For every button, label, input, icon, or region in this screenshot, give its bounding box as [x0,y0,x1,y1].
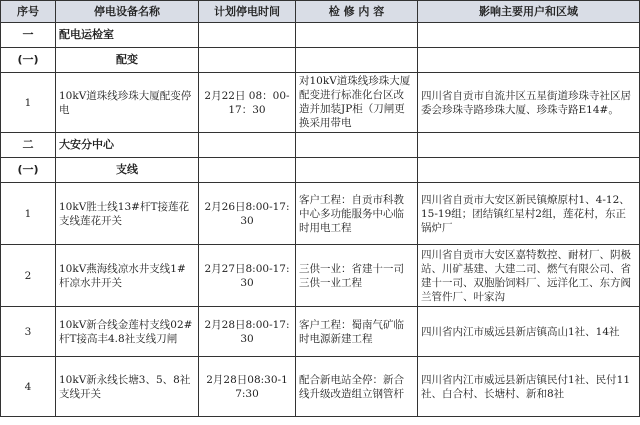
area-cell: 四川省自贡市自流井区五星街道珍珠寺社区居委会珍珠寺路珍珠大厦、珍珠寺路E14#。 [418,73,640,133]
header-time: 计划停电时间 [199,1,296,23]
row-number: 1 [1,183,56,245]
header-no: 序号 [1,1,56,23]
work-cell: 客户工程：蜀南气矿临时电源新建工程 [296,307,418,357]
header-area: 影响主要用户和区域 [418,1,640,23]
equipment-cell: 10kV燕海线凉水井支线1#杆凉水井开关 [56,245,199,307]
section-number: 二 [1,133,56,158]
section-name: 配电运检室 [56,23,199,48]
area-cell: 四川省自贡市大安区新民镇燎原村1、4-12、15-19组；团结镇红星村2组，莲花村，东正锅炉厂 [418,183,640,245]
header-equipment: 停电设备名称 [56,1,199,23]
header-row [1,1,640,23]
table-row [1,245,640,307]
equipment-cell: 10kV新合线金莲村支线02#杆T接高丰4.8社支线刀闸 [56,307,199,357]
section-name: 大安分中心 [56,133,199,158]
time-cell: 2月28日8:00-17:30 [199,307,296,357]
row-number: 3 [1,307,56,357]
equipment-cell: 10kV新永线长塘3、5、8社支线开关 [56,357,199,417]
area-cell: 四川省内江市威远县新店镇高山1社、14社 [418,307,640,357]
subsection-number: (一) [1,158,56,183]
row-number: 2 [1,245,56,307]
table-row [1,307,640,357]
time-cell: 2月27日8:00-17:30 [199,245,296,307]
area-cell: 四川省内江市威远县新店镇民付1社、民付11社、白合村、长塘村、新和8社 [418,357,640,417]
header-work: 检 修 内 容 [296,1,418,23]
work-cell: 配合新电站全停：新合线升级改造组立钢管杆 [296,357,418,417]
row-number: 4 [1,357,56,417]
section-row [1,133,640,158]
equipment-cell: 10kV胜士线13#杆T接莲花支线莲花开关 [56,183,199,245]
time-cell: 2月22日 08：00-17：30 [199,73,296,133]
work-cell: 客户工程：自贡市科教中心多功能服务中心临时用电工程 [296,183,418,245]
time-cell: 2月26日8:00-17:30 [199,183,296,245]
work-text: 对10kV道珠线珍珠大厦配变进行标准化台区改造并加装JP柜（刀闸更换采用带电 [299,75,411,129]
subsection-row [1,158,640,183]
work-cell [296,73,418,133]
table-row [1,73,640,133]
subsection-name: 支线 [56,158,199,183]
area-cell: 四川省自贡市大安区嘉特数控、耐材厂、阴极站、川矿基建、大建二司、燃气有限公司、省建十一司、双胞胎饲料厂、远洋化工、东方阀兰管件厂、叶家沟 [418,245,640,307]
subsection-number: (一) [1,48,56,73]
section-number: 一 [1,23,56,48]
table-row [1,357,640,417]
work-cell: 三供一业：省建十一司三供一业工程 [296,245,418,307]
row-number: 1 [1,73,56,133]
subsection-row [1,48,640,73]
equipment-cell: 10kV道珠线珍珠大厦配变停电 [56,73,199,133]
section-row [1,23,640,48]
table-row [1,183,640,245]
subsection-name: 配变 [56,48,199,73]
time-cell: 2月28日08:30-17:30 [199,357,296,417]
